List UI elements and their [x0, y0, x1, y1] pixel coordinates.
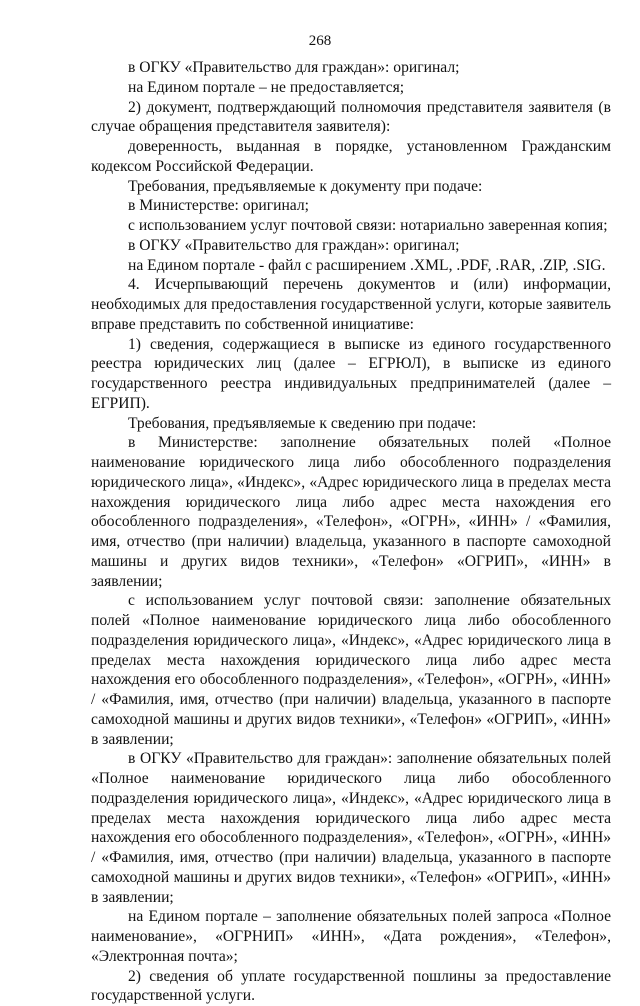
paragraph-ogku-fields: в ОГКУ «Правительство для граждан»: заполнение обязательных полей «Полное наименование юридического лица либо обособленного подразделения юридического лица», «Индекс», «Адрес юридического лица в пределах места нахождения юридического лица либо адрес места нахождения его обособленного подразделения», «Телефон», «ОГРН», «ИНН» / «Фамилия, имя, отчество (при наличии) владельца, указанного в паспорте самоходной машины и других видов техники», «Телефон» «ОГРИП», «ИНН» в заявлении;: [91, 749, 611, 907]
document-body: [91, 58, 611, 1006]
paragraph-portal-file-extensions: на Едином портале - файл с расширением .XML, .PDF, .RAR, .ZIP, .SIG.: [91, 256, 611, 276]
paragraph-portal-not-provided: на Едином портале – не предоставляется;: [91, 78, 611, 98]
paragraph-ministry-original: в Министерстве: оригинал;: [91, 196, 611, 216]
paragraph-postal-fields: с использованием услуг почтовой связи: заполнение обязательных полей «Полное наименование юридического лица либо обособленного подразделения юридического лица», «Индекс», «Адрес юридического лица в пределах места нахождения юридического лица либо адрес места нахождения его обособленного подразделения», «Телефон», «ОГРН», «ИНН» / «Фамилия, имя, отчество (при наличии) владельца, указанного в паспорте самоходной машины и других видов техники», «Телефон» «ОГРИП», «ИНН» в заявлении;: [91, 591, 611, 749]
page-number: 268: [0, 32, 640, 50]
paragraph-ogku-original: в ОГКУ «Правительство для граждан»: оригинал;: [91, 58, 611, 78]
paragraph-postal-notarized-copy: с использованием услуг почтовой связи: нотариально заверенная копия;: [91, 216, 611, 236]
paragraph-representative-document: 2) документ, подтверждающий полномочия представителя заявителя (в случае обращения представителя заявителя):: [91, 98, 611, 138]
paragraph-document-requirements: Требования, предъявляемые к документу при подаче:: [91, 177, 611, 197]
paragraph-ogku-original-2: в ОГКУ «Правительство для граждан»: оригинал;: [91, 236, 611, 256]
paragraph-state-fee-info: 2) сведения об уплате государственной пошлины за предоставление государственной услуги.: [91, 967, 611, 1006]
paragraph-egrul-egrip-info: 1) сведения, содержащиеся в выписке из единого государственного реестра юридических лиц (далее – ЕГРЮЛ), в выписке из единого государственного реестра индивидуальных предпринимателей (далее – ЕГРИП).: [91, 335, 611, 414]
paragraph-item-4-list: 4. Исчерпывающий перечень документов и (или) информации, необходимых для предоставления государственной услуги, которые заявитель вправе представить по собственной инициативе:: [91, 275, 611, 334]
paragraph-info-requirements: Требования, предъявляемые к сведению при подаче:: [91, 414, 611, 434]
paragraph-power-of-attorney: доверенность, выданная в порядке, установленном Гражданским кодексом Российской Федерации.: [91, 137, 611, 177]
paragraph-ministry-fields: в Министерстве: заполнение обязательных полей «Полное наименование юридического лица либо обособленного подразделения юридического лица», «Индекс», «Адрес юридического лица в пределах места нахождения юридического лица либо адрес места нахождения его обособленного подразделения», «Телефон», «ОГРН», «ИНН» / «Фамилия, имя, отчество (при наличии) владельца, указанного в паспорте самоходной машины и других видов техники», «Телефон» «ОГРИП», «ИНН» в заявлении;: [91, 433, 611, 591]
paragraph-portal-fields: на Едином портале – заполнение обязательных полей запроса «Полное наименование», «ОГРНИП» «ИНН», «Дата рождения», «Телефон», «Электронная почта»;: [91, 907, 611, 966]
